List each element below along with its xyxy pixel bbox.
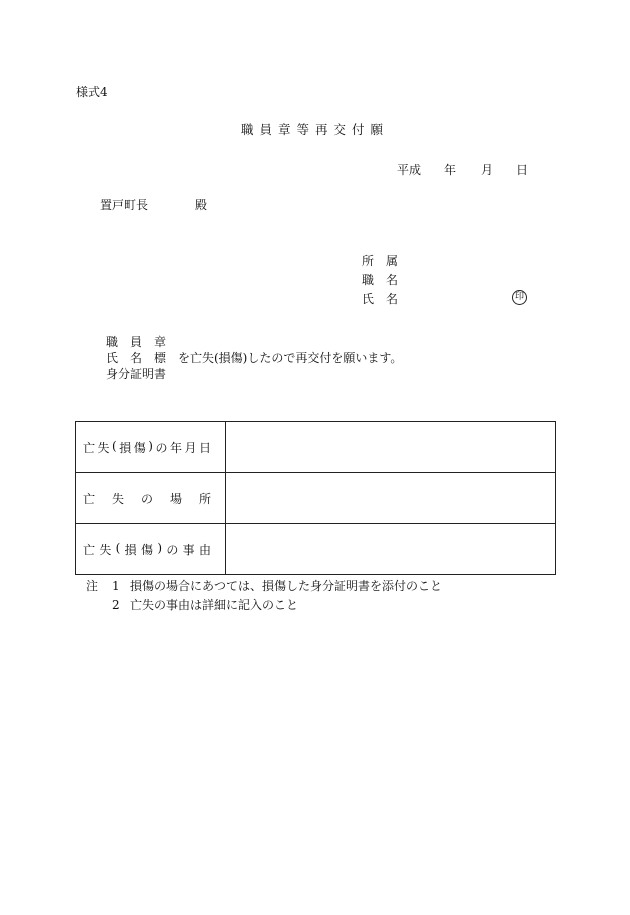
note-text: 損傷の場合にあつては、損傷した身分証明書を添付のこと (130, 579, 443, 593)
affiliation-label: 所 属 (362, 254, 399, 268)
name-label: 氏 名 (362, 292, 399, 306)
form-number: 様式4 (76, 85, 108, 99)
item-badge: 職 員 章 (106, 335, 167, 349)
page-title: 職員章等再交付願 (241, 122, 390, 137)
row-label-reason: 亡 失 ( 損 傷 ) の 事 由 (76, 524, 226, 575)
table-row (76, 524, 556, 575)
row-label-place: 亡 失 の 場 所 (76, 473, 226, 524)
addressee-name: 置戸町長 (100, 198, 149, 212)
note-number: 1 (112, 579, 120, 593)
row-label-date: 亡 失 ( 損 傷 ) の 年 月 日 (76, 422, 226, 473)
row-value-place[interactable] (226, 473, 556, 524)
addressee-honorific: 殿 (195, 198, 208, 212)
table-row (76, 473, 556, 524)
request-text: を亡失(損傷)したので再交付を願います。 (178, 351, 403, 365)
item-name-tag: 氏 名 標 (106, 351, 167, 365)
date-day: 日 (516, 163, 529, 177)
date-month: 月 (481, 163, 494, 177)
table-row (76, 422, 556, 473)
position-label: 職 名 (362, 273, 399, 287)
item-id-card: 身分証明書 (106, 367, 167, 381)
date-era: 平成 (397, 163, 422, 177)
notes-prefix: 注 (86, 579, 99, 593)
note-text: 亡失の事由は詳細に記入のこと (130, 598, 299, 612)
detail-table (75, 421, 556, 575)
row-value-date[interactable] (226, 422, 556, 473)
note-number: 2 (112, 598, 120, 612)
seal-mark: 印 (512, 290, 527, 305)
row-value-reason[interactable] (226, 524, 556, 575)
date-year: 年 (444, 163, 457, 177)
